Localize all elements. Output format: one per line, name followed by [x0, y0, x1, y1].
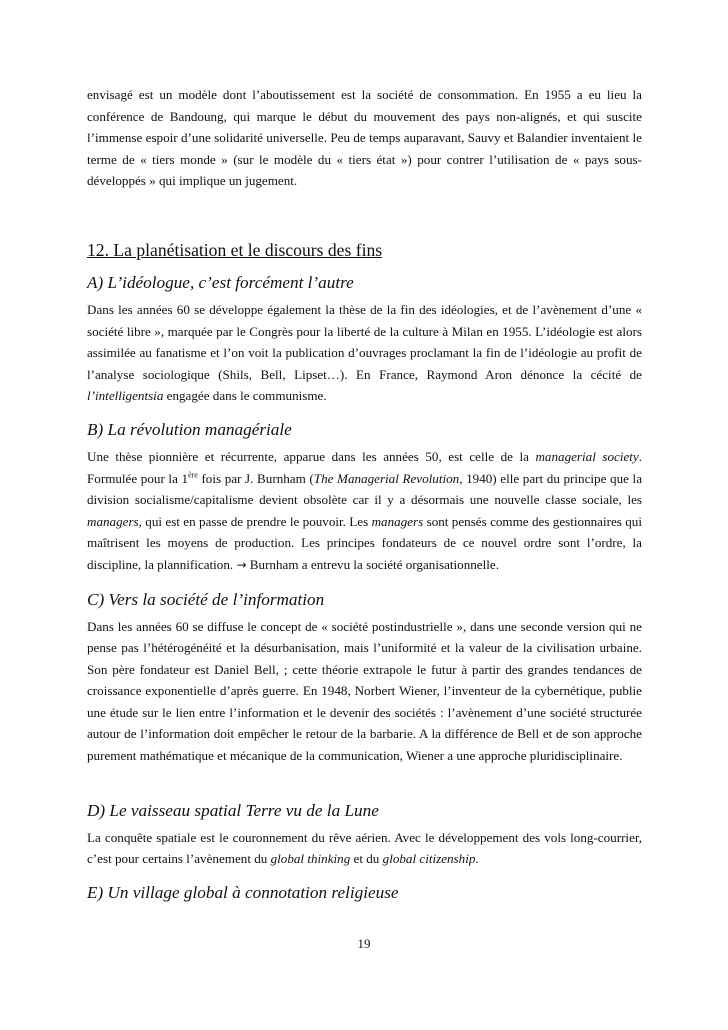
subsection-heading-b: B) La révolution managériale [87, 419, 292, 439]
text-run: fois par J. Burnham ( [197, 470, 314, 486]
italic-term: l’intelligentsia [87, 388, 164, 404]
italic-term: managerial society [535, 448, 639, 464]
italic-term: global citizenship [382, 851, 476, 867]
text-run: Une thèse pionnière et récurrente, apparue dans les années 50, est celle de la [87, 448, 536, 464]
text-run: Dans les années 60 se développe également la thèse de la fin des idéologies, et de l’avènement d’une « société libre », marquée par le Congrès pour la liberté de la culture à Milan en 1955. L’idéologie est alors assimilée au fanatisme et l’on voit la publication d’ouvrages proclamant la fin de l’idéologie au profit de l’analyse sociologique (Shils, Bell, Lipset…). En France, Raymond Aron dénonce la cécité de [87, 301, 642, 382]
italic-term: managers [87, 513, 139, 529]
intro-paragraph: envisagé est un modèle dont l’aboutissement est la société de consommation. En 1955 a eu lieu la conférence de Bandoung, qui marque le début du mouvement des pays non-alignés, et qui suscite l’immense espoir d’une solidarité universelle. Peu de temps auparavant, Sauvy et Balandier inventaient le terme de « tiers monde » (sur le modèle du « tiers état ») pour contrer l’utilisation de « pays sous-développés » qui implique un jugement. [87, 87, 642, 189]
subsection-heading-c: C) Vers la société de l’information [87, 589, 325, 609]
text-run: . Formulée pour la 1 [87, 448, 643, 486]
document-page [87, 84, 642, 904]
text-run: sont pensés comme des gestionnaires qui maîtrisent les moyens de production. Les principes fondateurs de ce nouvel ordre sont l’ordre, la discipline, la plannification. [87, 513, 642, 572]
italic-term: managers [371, 513, 424, 529]
superscript: ère [188, 470, 198, 480]
text-run: Burnham a entrevu la société organisationnelle. [246, 556, 499, 572]
text-run: et du [350, 851, 383, 867]
arrow-right-icon: → [236, 557, 247, 572]
text-run: La conquête spatiale est le couronnement du rêve aérien. Avec le développement des vols long-courrier, c’est pour certains l’avènement du [87, 829, 642, 867]
section-heading-12: 12. La planétisation et le discours des fins [87, 239, 383, 260]
text-run: engagée dans le communisme. [163, 388, 327, 404]
text-run: , qui est en passe de prendre le pouvoir. Les [138, 513, 372, 529]
subsection-d-paragraph [87, 827, 642, 870]
text-run: , 1940) elle part du principe que la division socialisme/capitalisme devient obsolète car il y a désormais une nouvelle classe sociale, les [87, 470, 643, 508]
text-run: . [475, 851, 479, 867]
italic-term: The Managerial Revolution [313, 470, 460, 486]
subsection-heading-d: D) Le vaisseau spatial Terre vu de la Lune [87, 800, 379, 820]
subsection-c-paragraph: Dans les années 60 se diffuse le concept de « société postindustrielle », dans une seconde version qui ne pense pas l’hétérogénéité et la désurbanisation, mais l’uniformité et la valeur de la civilisation urbaine. Son père fondateur est Daniel Bell, ; cette théorie extrapole le futur à partir des grandes tendances de croissance exponentielle d’après guerre. En 1948, Norbert Wiener, l’inventeur de la cybernétique, publie une étude sur le lien entre l’information et le devenir des sociétés : l’avènement d’une société structurée autour de l’information doit empêcher le retour de la barbarie. A la différence de Bell et de son approche purement mathématique et mécanique de la communication, Wiener a une approche pluridisciplinaire. [87, 618, 642, 764]
page-number: 19 [357, 936, 371, 951]
subsection-b-paragraph [87, 446, 642, 577]
subsection-a-paragraph [87, 299, 642, 407]
subsection-heading-e: E) Un village global à connotation religieuse [87, 882, 399, 902]
subsection-heading-a: A) L’idéologue, c’est forcément l’autre [87, 272, 354, 292]
italic-term: global thinking [270, 851, 351, 867]
